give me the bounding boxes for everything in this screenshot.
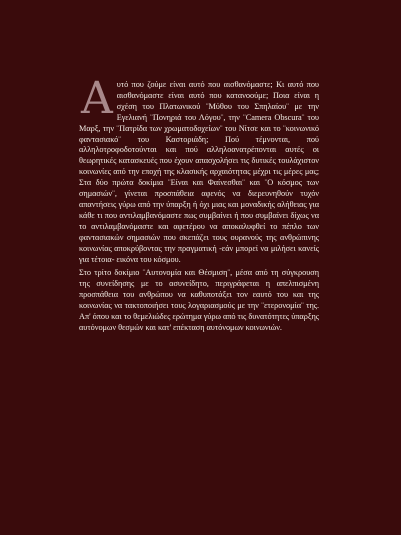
paragraph-1-text: υτό που ζούμε είναι αυτό που αισθανόμαστε; Κι αυτό που αισθανόμαστε είναι αυτό που κατανοούμε; Ποια είναι η σχέση του Πλατωνικού ¨Μύθου του Σπηλαίου¨ με την Εγελιανή ¨Πονηριά του Λόγου¨, την ¨Camera Obscura¨ του Μαρξ, την ¨Πατρίδα των χρωματοδοχείων¨ του Νίτσε και το ¨κοινωνικό φαντασιακό¨ του Καστοριάδη; Πού τέμνονται, πού αλληλοτροφοδοτούνται και πού αλληλοανατρέπονται αυτές οι θεωρητικές κατασκευές που έχουν απασχολήσει τις δυτικές τουλάχιστον κοινωνίες από την εποχή της κλασικής αρχαιότητας μέχρι τις μέρες μας; Στα δύο πρώτα δοκίμια ¨Είναι και Φαίνεσθαι¨ και ¨Ο κόσμος των σημασιών¨, γίνεται προσπάθεια αφενός να διερευνηθούν τυχόν απαντήσεις γύρω από την ύπαρξη ή όχι μιας και μοναδικής αλήθειας για κάθε τι που αντιλαμβανόμαστε πως συμβαίνει ή που συμβαίνει δίχως να το αντιλαμβανόμαστε και αφετέρου να αποκαλυφθεί το πέπλο των φαντασιακών σημασιών που σκεπάζει τους ουρανούς της ανθρώπινης κοινωνίας αποκρύβοντας την πραγματική -εάν μπορεί να μιλήσει κανείς για τέτοια- εικόνα του κόσμου. xyxy=(79,80,319,264)
drop-cap: Α xyxy=(81,73,113,124)
paragraph-2: Στο τρίτο δοκίμιο ¨Αυτονομία και Θέσμιση¨, μέσα από τη σύγκρουση της συνείδησης με το ασυνείδητο, περιγράφεται η απελπισμένη προσπάθεια του ανθρώπου να καθυποτάξει τον εαυτό του και της κοινωνίας να τακτοποιήσει τους λογαριασμούς με την ¨ετερονομία¨ της. Απ' όπου και το θεμελιώδες ερώτημα γύρω από τις δυνατότητες ύπαρξης αυτόνομων θεσμών και κατ' επέκταση αυτόνομων κοινωνιών. xyxy=(79,268,319,332)
paragraph-1 xyxy=(79,73,319,265)
blurb-text xyxy=(79,73,319,334)
